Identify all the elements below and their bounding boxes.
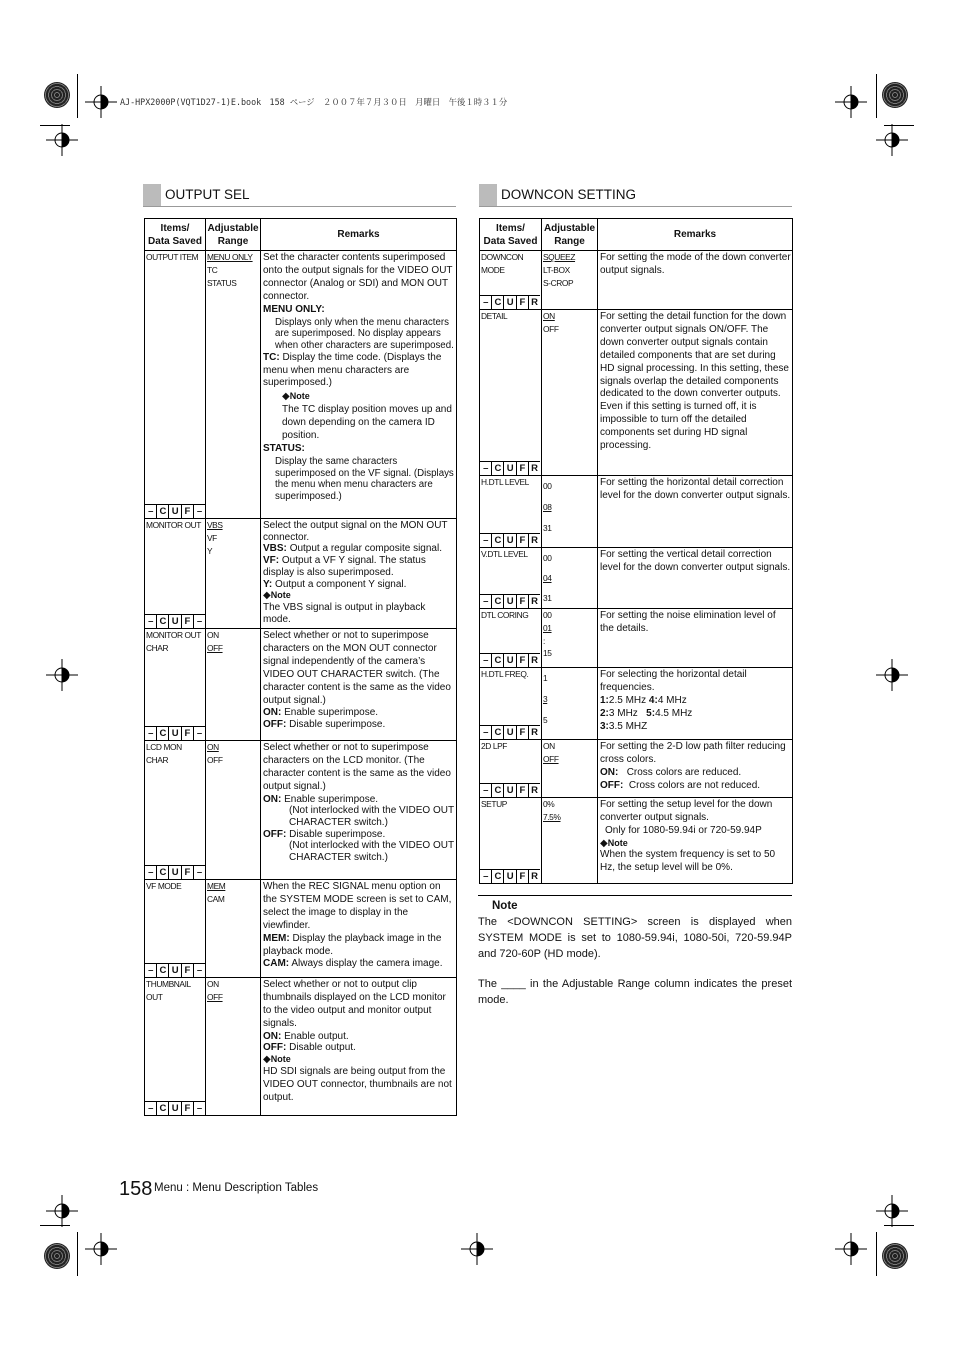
data-saved-flags: – C U F –	[145, 504, 205, 518]
trim-mark	[40, 1225, 70, 1226]
registration-ball-icon	[44, 82, 70, 108]
item-cell: DOWNCON MODE – C U F R	[480, 251, 542, 310]
diamond-icon: ◆	[282, 391, 290, 403]
table-row	[145, 741, 457, 880]
remarks-cell: For setting the detail function for the down converter output signals ON/OFF. The down converter output signals contain detailed components that are set during HD signal processing. In this setting, these signals overlap the detailed components dedicated to the down converter outputs. Even if this setting is turned off, it is impossible to turn off the detailed components set during HD signal processing.	[598, 310, 793, 476]
range-cell: MENU ONLY TC STATUS	[206, 251, 261, 519]
range-cell: VBS VF Y	[206, 519, 261, 629]
item-cell: VF MODE – C U F –	[145, 880, 206, 978]
item-cell: THUMBNAIL OUT – C U F –	[145, 978, 206, 1116]
range-cell: ON OFF	[542, 740, 598, 798]
footer-label: Menu : Menu Description Tables	[154, 1182, 319, 1194]
remarks-cell: For selecting the horizontal detail frequencies. 1:2.5 MHz 4:4 MHz 2:3 MHz 5:4.5 MHz 3:3.5 MHZ	[598, 668, 793, 740]
registration-ball-icon	[44, 1243, 70, 1269]
data-saved-flags: – C U F R	[480, 295, 540, 309]
trim-mark	[884, 1225, 914, 1226]
remarks-cell: For setting the setup level for the down converter output signals. Only for 1080-59.94i or 720-59.94P ◆Note When the system frequency is set to 50 Hz, the setup level will be 0%.	[598, 798, 793, 884]
registration-ball-icon	[882, 82, 908, 108]
trim-mark	[876, 1232, 877, 1276]
table-row	[480, 668, 793, 740]
item-cell: DTL CORING – C U F R	[480, 609, 542, 668]
range-cell: SQUEEZ LT-BOX S-CROP	[542, 251, 598, 310]
remarks-cell: Select whether or not to superimpose characters on the MON OUT connector signal independently of the camera’s VIDEO OUT CHARACTER switch. (The character content is the same as the video output signal.) ON: Enable superimpose. OFF: Disable superimpose.	[261, 629, 457, 741]
data-saved-flags: – C U F R	[480, 461, 540, 475]
trim-mark	[884, 125, 914, 126]
crosshair-icon	[835, 86, 867, 118]
table-row	[480, 798, 793, 884]
table-row	[145, 519, 457, 629]
col-header-remarks: Remarks	[598, 219, 793, 251]
item-cell: SETUP – C U F R	[480, 798, 542, 884]
output-sel-table	[144, 218, 457, 1116]
registration-ball-icon	[882, 1243, 908, 1269]
diamond-icon: ◆	[263, 590, 271, 602]
crosshair-icon	[85, 86, 117, 118]
table-row	[480, 740, 793, 798]
col-header-items: Items/ Data Saved	[145, 219, 206, 251]
table-row	[145, 978, 457, 1116]
crosshair-icon	[46, 124, 78, 156]
diamond-icon: ◆	[263, 1054, 271, 1066]
trim-mark	[40, 125, 70, 126]
data-saved-flags: – C U F R	[480, 725, 540, 739]
item-cell: V.DTL LEVEL – C U F R	[480, 548, 542, 609]
table-row	[480, 310, 793, 476]
col-header-remarks: Remarks	[261, 219, 457, 251]
range-cell: 00 01 : 15	[542, 609, 598, 668]
remarks-cell: Set the character contents superimposed onto the output signals for the VIDEO OUT connector (Analog or SDI) and MON OUT connector. MENU ONLY: Displays only when the menu characters are superimposed. No display appears when other characters are superimposed. TC: Display the time code. (Displays the menu when menu characters are superimposed.) ◆Note The TC display position moves up and down depending on the camera ID position. STATUS: Display the same characters superimposed on the VF signal. (Displays the menu when menu characters are superimposed.)	[261, 251, 457, 519]
item-cell: H.DTL LEVEL – C U F R	[480, 476, 542, 548]
page-number: 158	[119, 1178, 153, 1200]
table-row	[145, 880, 457, 978]
range-cell: ON OFF	[206, 741, 261, 880]
trim-mark	[876, 74, 877, 118]
crosshair-icon	[461, 1233, 493, 1265]
remarks-cell: For setting the vertical detail correction level for the down converter output signals.	[598, 548, 793, 609]
range-cell: ON OFF	[542, 310, 598, 476]
item-cell: H.DTL FREQ. – C U F R	[480, 668, 542, 740]
crosshair-icon	[46, 1195, 78, 1227]
item-cell: MONITOR OUT CHAR – C U F –	[145, 629, 206, 741]
range-cell: ON OFF	[206, 978, 261, 1116]
data-saved-flags: – C U F R	[480, 533, 540, 547]
item-cell: 2D LPF – C U F R	[480, 740, 542, 798]
crosshair-icon	[835, 1233, 867, 1265]
remarks-cell: Select whether or not to output clip thumbnails displayed on the LCD monitor to the video output and monitor output signals. ON: Enable output. OFF: Disable output. ◆Note HD SDI signals are being output from the VIDEO OUT connector, thumbnails are not output.	[261, 978, 457, 1116]
remarks-cell: For setting the noise elimination level of the details.	[598, 609, 793, 668]
section-marker	[143, 184, 161, 206]
col-header-range: Adjustable Range	[206, 219, 261, 251]
table-row	[480, 251, 793, 310]
crosshair-icon	[85, 1233, 117, 1265]
data-saved-flags: – C U F R	[480, 869, 540, 883]
data-saved-flags: – C U F –	[145, 726, 205, 740]
data-saved-flags: – C U F –	[145, 614, 205, 628]
item-cell: MONITOR OUT – C U F –	[145, 519, 206, 629]
diamond-icon: ◆	[600, 837, 608, 849]
trim-mark	[77, 74, 78, 118]
section-title-downcon-setting	[479, 184, 792, 207]
table-row	[145, 629, 457, 741]
trim-mark	[77, 1232, 78, 1276]
remarks-cell: Select whether or not to superimpose characters on the LCD monitor. (The character content is the same as the video output signal.) ON: Enable superimpose. (Not interlocked with the VIDEO OUT CHARACTER switch.) OFF: Disable superimpose. (Not interlocked with the VIDEO OUT CHARACTER switch.)	[261, 741, 457, 880]
data-saved-flags: – C U F R	[480, 783, 540, 797]
crosshair-icon	[876, 1195, 908, 1227]
range-cell: 00 04 31	[542, 548, 598, 609]
remarks-cell: Select the output signal on the MON OUT connector. VBS: Output a regular composite signal. VF: Output a VF Y signal. The status display is also superimposed. Y: Output a component Y signal. ◆Note The VBS signal is output in playback mode.	[261, 519, 457, 629]
data-saved-flags: – C U F R	[480, 594, 540, 608]
note-box	[478, 895, 792, 1022]
note-paragraph: The <DOWNCON SETTING> screen is displayed when SYSTEM MODE is set to 1080-59.94i, 1080-50i, 720-59.94P and 720-60P (HD mode).	[478, 916, 792, 960]
data-saved-flags: – C U F –	[145, 865, 205, 879]
section-title-text: OUTPUT SEL	[165, 187, 250, 202]
print-header: AJ-HPX2000P(VQT1D27-1)E.book 158 ページ ２００７年７月３０日 月曜日 午後１時３１分	[120, 97, 508, 107]
section-title-output-sel	[143, 184, 456, 207]
item-cell: DETAIL – C U F R	[480, 310, 542, 476]
data-saved-flags: – C U F R	[480, 653, 540, 667]
data-saved-flags: – C U F –	[145, 1101, 205, 1115]
remarks-cell: For setting the horizontal detail correction level for the down converter output signals.	[598, 476, 793, 548]
remarks-cell: For setting the mode of the down converter output signals.	[598, 251, 793, 310]
table-row	[145, 251, 457, 519]
note-title: Note	[492, 900, 518, 912]
note-paragraph: The ____ in the Adjustable Range column indicates the preset mode.	[478, 978, 792, 1006]
range-cell: MEM CAM	[206, 880, 261, 978]
crosshair-icon	[876, 124, 908, 156]
downcon-setting-table	[479, 218, 793, 884]
remarks-cell: When the REC SIGNAL menu option on the SYSTEM MODE screen is set to CAM, select the image to display in the viewfinder. MEM: Display the playback image in the playback mode. CAM: Always display the camera image.	[261, 880, 457, 978]
range-cell: ON OFF	[206, 629, 261, 741]
item-cell: OUTPUT ITEM – C U F –	[145, 251, 206, 519]
range-cell: 00 08 31	[542, 476, 598, 548]
crosshair-icon	[876, 659, 908, 691]
col-header-items: Items/ Data Saved	[480, 219, 542, 251]
data-saved-flags: – C U F –	[145, 963, 205, 977]
col-header-range: Adjustable Range	[542, 219, 598, 251]
section-title-text: DOWNCON SETTING	[501, 187, 636, 202]
table-row	[480, 476, 793, 548]
item-cell: LCD MON CHAR – C U F –	[145, 741, 206, 880]
table-row	[480, 548, 793, 609]
crosshair-icon	[46, 659, 78, 691]
section-marker	[479, 184, 497, 206]
table-row	[480, 609, 793, 668]
range-cell: 0% 7.5%	[542, 798, 598, 884]
remarks-cell: For setting the 2-D low path filter reducing cross colors. ON: Cross colors are reduced. OFF: Cross colors are not reduced.	[598, 740, 793, 798]
range-cell: 1 3 5	[542, 668, 598, 740]
